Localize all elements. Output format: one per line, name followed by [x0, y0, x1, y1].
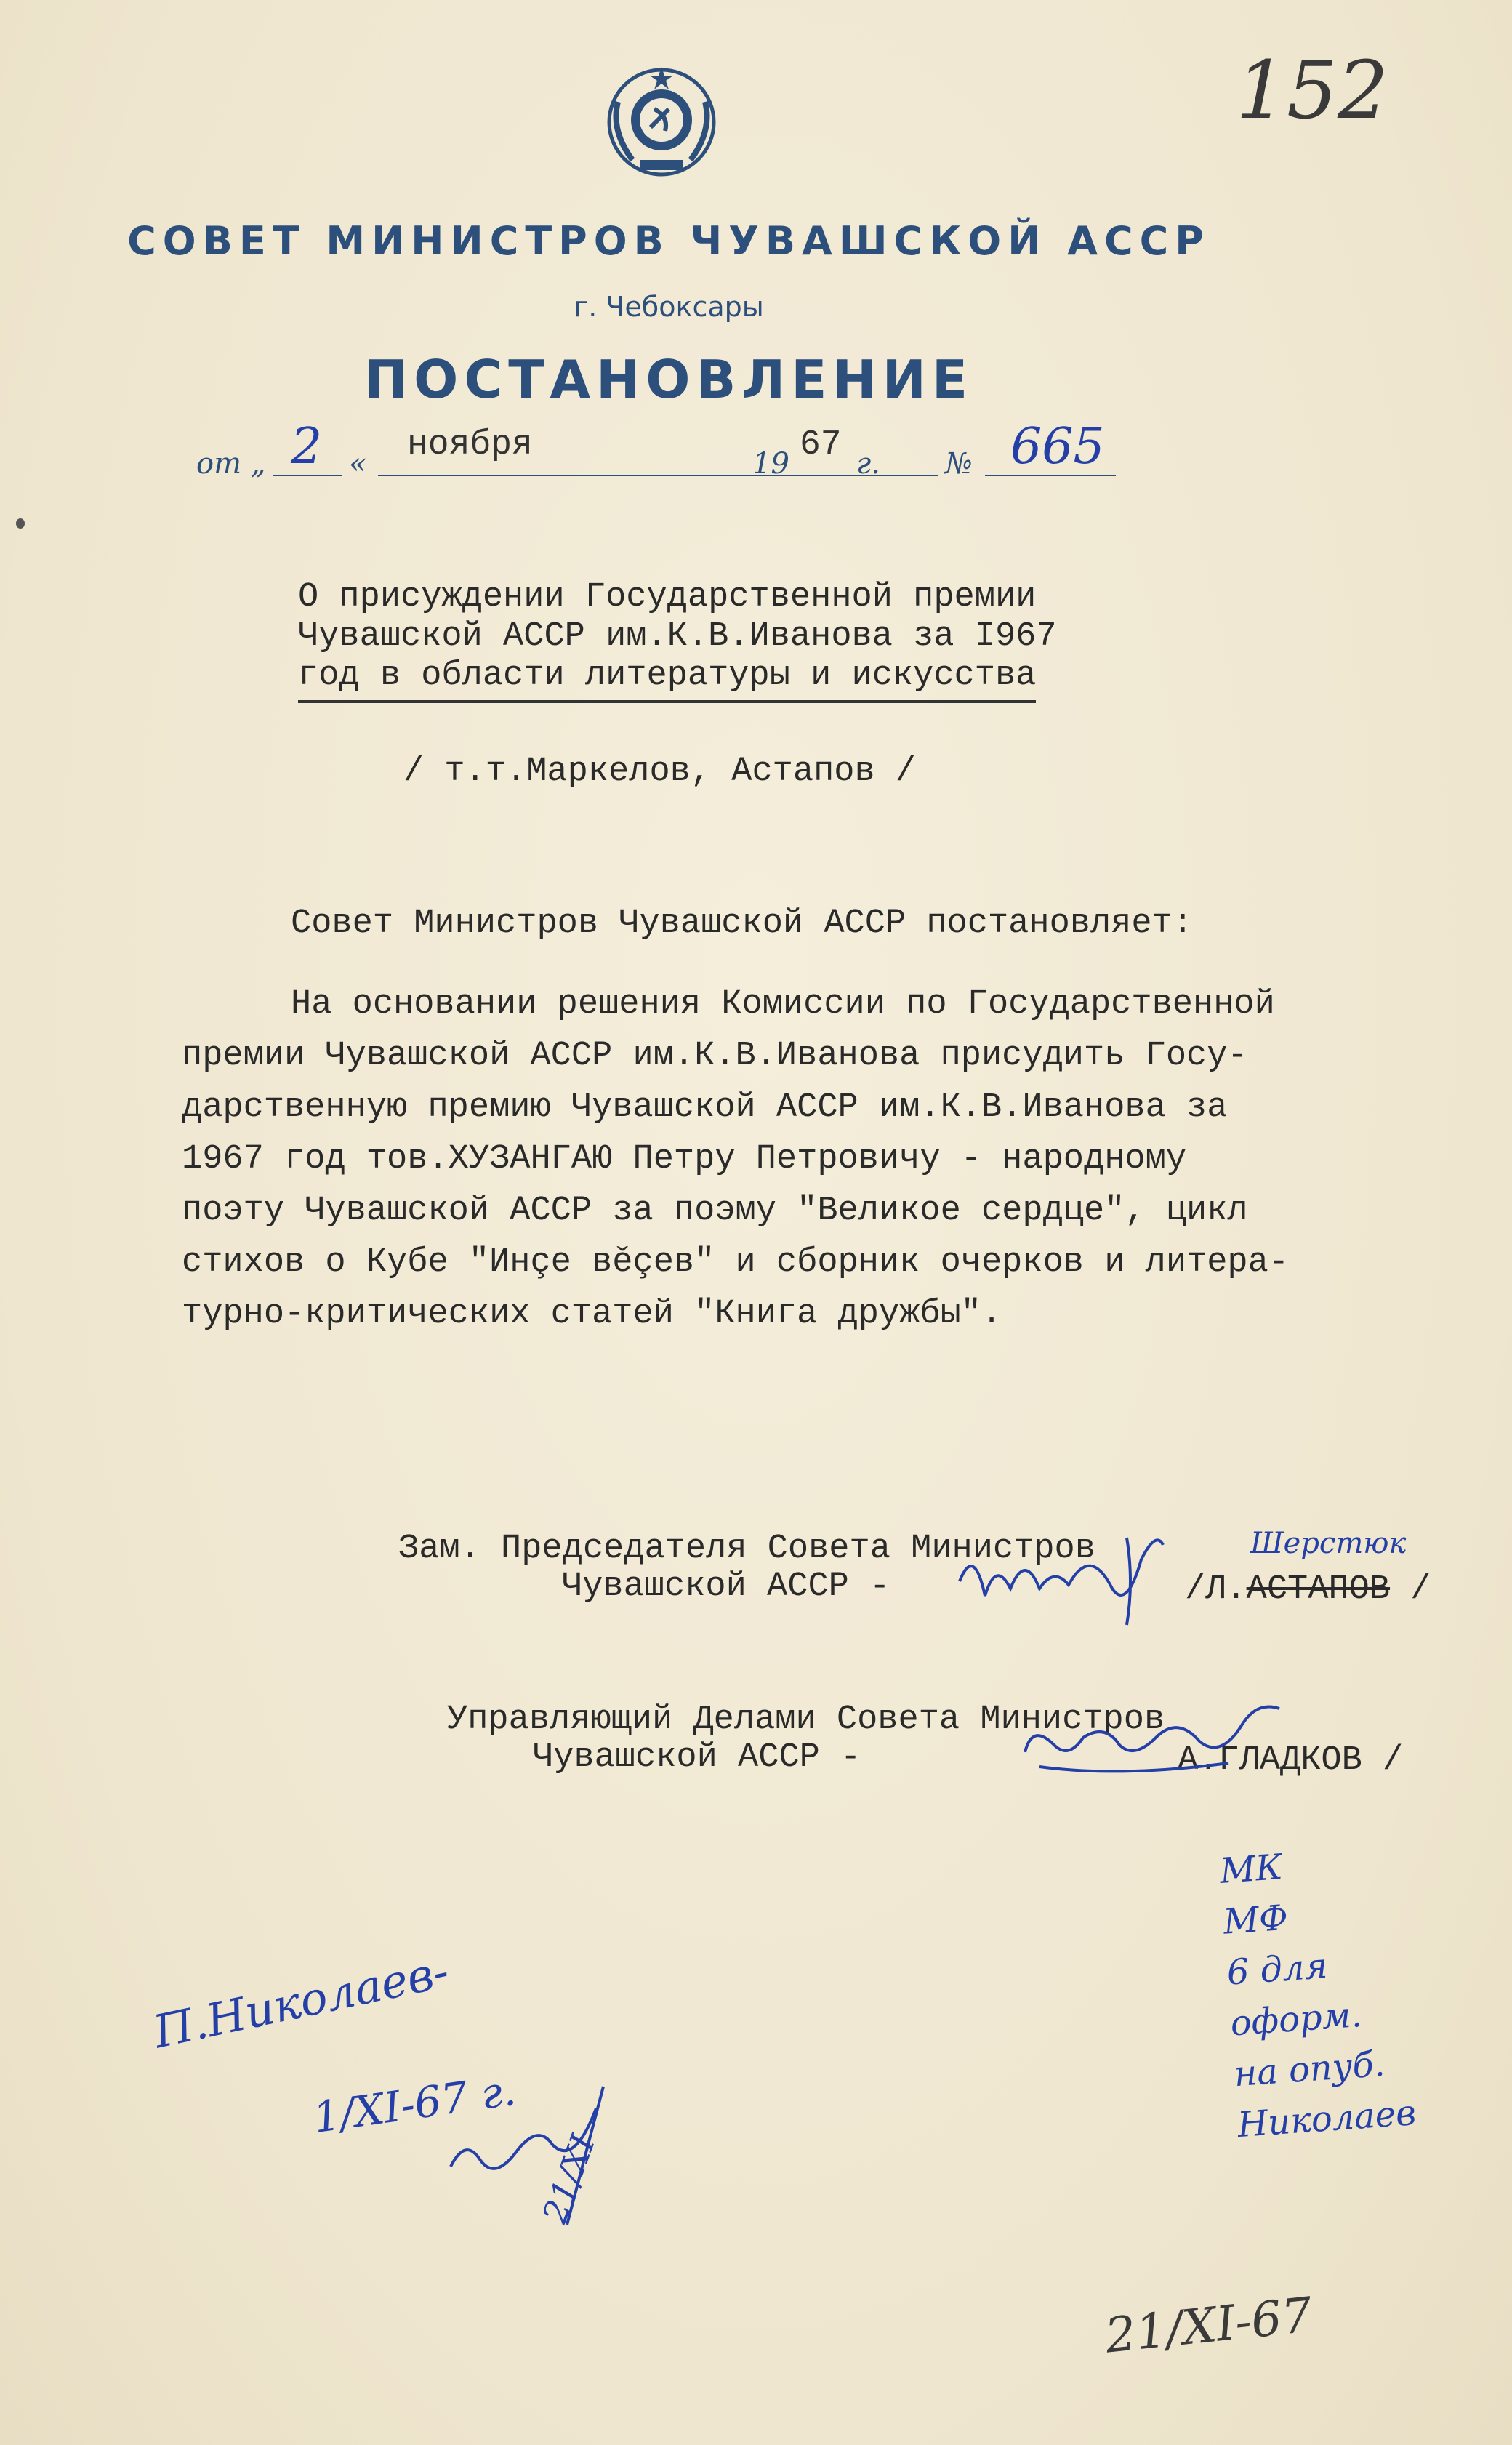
note-line: МК [1218, 1847, 1284, 1892]
punch-hole [16, 518, 25, 529]
signatory-title-line-2: Чувашской АССР - [562, 1567, 890, 1606]
document-type: ПОСТАНОВЛЕНИЕ [363, 349, 974, 410]
title-line-2: Чувашской АССР им.К.В.Иванова за I967 [298, 617, 1057, 656]
month-line [378, 475, 938, 476]
note-line: Николаев [1236, 2092, 1418, 2146]
handwritten-date-left: 1/XI-67 г. [310, 2065, 519, 2143]
body-line: дарственную премию Чувашской АССР им.К.В.Иванова за [182, 1088, 1228, 1127]
state-emblem-icon [596, 58, 727, 182]
reporters: / т.т.Маркелов, Астапов / [403, 752, 917, 791]
signatory-name-deputy: /Л.АСТАПОВ / [1185, 1570, 1431, 1609]
number-label: № [945, 447, 973, 481]
signatory-name-manager: А.ГЛАДКОВ / [1178, 1741, 1404, 1780]
note-line: 6 для [1225, 1946, 1330, 1994]
city-name: г. Чебоксары [574, 291, 764, 323]
handwritten-signature-2 [1010, 1679, 1301, 1788]
year-line [789, 475, 850, 476]
body-line: стихов о Кубе "Инçе вěçев" и сборник очерков и литера- [182, 1243, 1290, 1282]
from-label: от „ [196, 447, 266, 481]
month-value: ноября [407, 425, 533, 465]
signatory-title-line-1: Зам. Председателя Совета Министров [398, 1530, 1095, 1568]
resolution-body [182, 898, 1388, 1340]
number-value: 665 [1010, 418, 1105, 475]
title-line-3: год в области литературы и искусства [298, 657, 1036, 703]
note-line: МФ [1222, 1897, 1290, 1943]
dateline [196, 418, 1141, 483]
note-line: на опуб. [1232, 2043, 1386, 2095]
year-value: 67 [800, 425, 842, 465]
signatory-title-line-1: Управляющий Делами Совета Министров [447, 1701, 1165, 1739]
quote-close: « [349, 447, 367, 481]
resolution-title [298, 578, 1185, 703]
handwritten-sig-date-left: 21/XI [534, 2129, 603, 2228]
handwritten-date-bottom: 21/XI-67 [1102, 2287, 1315, 2364]
year-label: г. [856, 447, 880, 481]
body-line: премии Чувашской АССР им.К.В.Иванова присудить Госу- [182, 1037, 1248, 1075]
handwritten-correction: Шерстюк [1250, 1527, 1407, 1560]
title-line-1: О присуждении Государственной премии [298, 578, 1037, 617]
day-value: 2 [291, 418, 323, 475]
body-line: На основании решения Комиссии по Государственной [291, 985, 1275, 1024]
signatory-title-line-2: Чувашской АССР - [533, 1738, 861, 1777]
handwritten-notes-right [1218, 1834, 1418, 2151]
archive-page-number: 152 [1236, 44, 1388, 137]
handwritten-name-left: П.Николаев- [149, 1944, 454, 2059]
body-line: поэту Чувашской АССР за поэму "Великое сердце", цикл [182, 1192, 1248, 1230]
handwritten-signature-1 [945, 1516, 1185, 1632]
day-line [273, 475, 342, 476]
organization-name: СОВЕТ МИНИСТРОВ ЧУВАШСКОЙ АССР [127, 218, 1210, 264]
struck-name: АСТАПОВ [1246, 1570, 1391, 1609]
number-line [985, 475, 1116, 476]
body-line: 1967 год тов.ХУЗАНГАЮ Петру Петровичу - народному [182, 1140, 1187, 1179]
year-prefix: 19 [752, 447, 789, 481]
body-line: турно-критических статей "Книга дружбы". [182, 1295, 1002, 1333]
note-line: оформ. [1228, 1994, 1364, 2044]
body-intro: Совет Министров Чувашской АССР постановляет: [291, 904, 1194, 943]
